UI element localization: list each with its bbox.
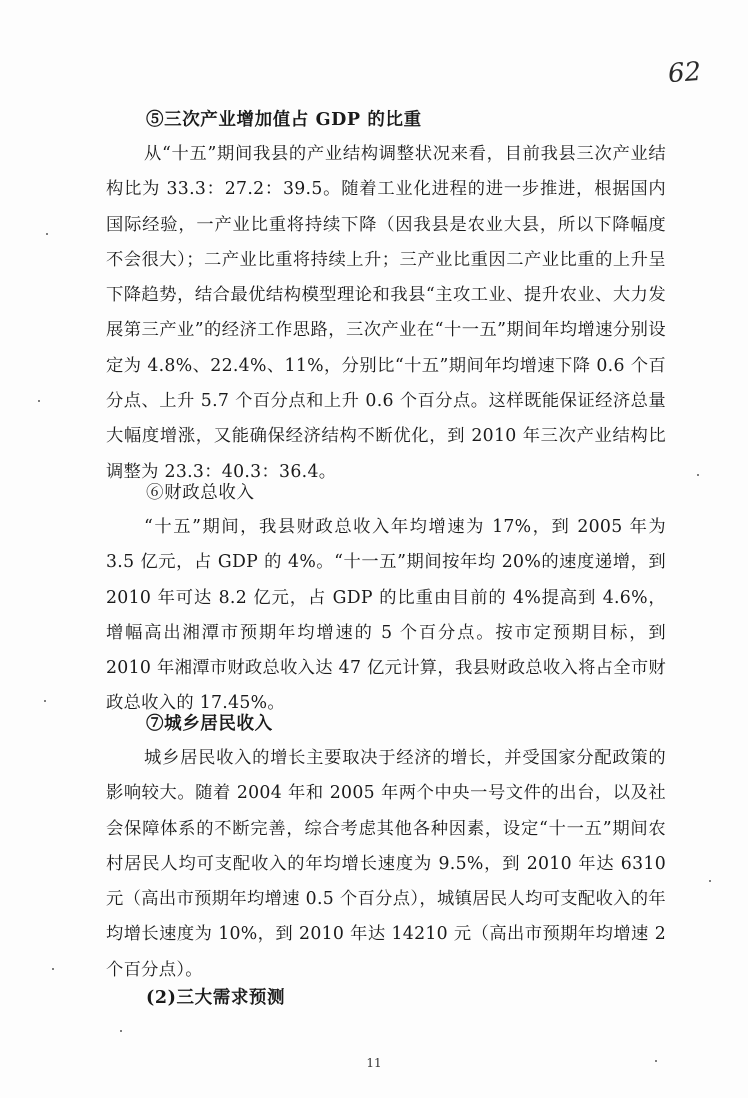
scan-speck	[38, 400, 40, 402]
paragraph-text: 城乡居民收入的增长主要取决于经济的增长，并受国家分配政策的影响较大。随着 2004 年和 2005 年两个中央一号文件的出台，以及社会保障体系的不断完善，综合考虑其他各种因素，设定“十一五”期间农村居民人均可支配收入的年均增长速度为 9.5%，到 2010 年达 6310 元（高出市预期年均增速 0.5 个百分点），城镇居民人均可支配收入的年均增长速度为 10%，到 2010 年达 14210 元（高出市预期年均增速 2 个百分点）。	[106, 748, 666, 980]
scan-speck	[46, 233, 48, 235]
scan-speck	[44, 700, 46, 702]
scan-speck	[52, 968, 54, 970]
scan-speck	[120, 1030, 122, 1032]
section-heading-fiscal-revenue: ⑥财政总收入	[146, 483, 255, 503]
scan-speck	[697, 474, 699, 476]
paragraph-text: “十五”期间，我县财政总收入年均增速为 17%，到 2005 年为 3.5 亿元，占 GDP 的 4%。“十一五”期间按年均 20%的速度递增，到 2010 年可达 8.2 亿元，占 GDP 的比重由目前的 4%提高到 4.6%，增幅高出湘潭市预期年均增速的 5 个百分点。按市定预期目标，到 2010 年湘潭市财政总收入达 47 亿元计算，我县财政总收入将占全市财政总收入的 17.45%。	[106, 517, 666, 714]
section-heading-resident-income: ⑦城乡居民收入	[146, 714, 273, 734]
section-body-gdp-ratio	[106, 137, 666, 490]
page-number: 11	[366, 1056, 382, 1070]
scan-speck	[655, 1060, 657, 1062]
handwritten-page-number: 62	[666, 56, 703, 90]
section-body-resident-income	[106, 741, 666, 988]
scan-speck	[709, 880, 711, 882]
paragraph-text: 从“十五”期间我县的产业结构调整状况来看，目前我县三次产业结构比为 33.3：27.2：39.5。随着工业化进程的进一步推进，根据国内国际经验，一产业比重将持续下降（因我县是农业大县，所以下降幅度不会很大）；二产业比重将持续上升；三产业比重因二产业比重的上升呈下降趋势，结合最优结构模型理论和我县“主攻工业、提升农业、大力发展第三产业”的经济工作思路，三次产业在“十一五”期间年均增速分别设定为 4.8%、22.4%、11%，分别比“十五”期间年均增速下降 0.6 个百分点、上升 5.7 个百分点和上升 0.6 个百分点。这样既能保证经济总量大幅度增涨，又能确保经济结构不断优化，到 2010 年三次产业结构比调整为 23.3：40.3：36.4。	[106, 144, 666, 482]
section-heading-gdp-ratio: ⑤三次产业增加值占 GDP 的比重	[146, 110, 422, 130]
subsection-heading-demand-forecast: (2)三大需求预测	[146, 988, 286, 1008]
section-body-fiscal-revenue	[106, 510, 666, 722]
